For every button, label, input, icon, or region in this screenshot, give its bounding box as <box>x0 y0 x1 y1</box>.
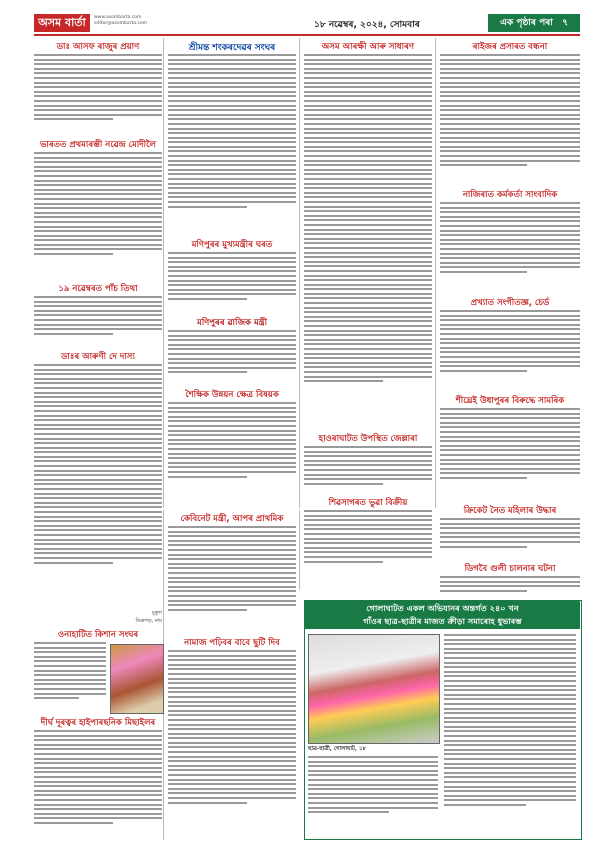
column-divider <box>435 38 436 508</box>
feature-headline <box>305 601 580 629</box>
headline-col2-1: শ্ৰীমন্ত শংকৰদেৱৰ সংঘৰ <box>188 43 276 53</box>
article-body <box>168 330 296 384</box>
feature-body <box>444 634 576 834</box>
headline-col1-2: ভাৰতত প্ৰথমাৰম্ভী নৱেন্দ্ৰ মোদীলৈ <box>40 140 156 150</box>
article-body <box>440 518 580 560</box>
article-body <box>440 576 580 596</box>
site-url[interactable]: www.asombarta.com <box>94 15 142 20</box>
article-body <box>34 642 106 714</box>
article-body <box>304 510 432 580</box>
headline-col3-1: অসম আৰক্ষী আৰু সাধাৰণ <box>321 42 415 52</box>
headline-col2-2: মণিপুৰৰ মুখ্যমন্ত্ৰীৰ ঘৰত <box>191 240 273 250</box>
page-tag <box>488 14 580 32</box>
headline-col4-1: ৰাইজৰ প্ৰসাৰত বন্ধনা <box>472 42 548 52</box>
headline-col4-4: শীঘ্ৰেই উধাপুৰৰ বিৰুদ্ধে সামৰিক <box>455 396 565 406</box>
masthead <box>34 14 580 36</box>
article-body <box>168 650 296 840</box>
headline-col2-5: কেবিনেট মন্ত্ৰী, আপৰ প্ৰাথমিক <box>180 514 284 524</box>
news-photo <box>110 644 164 714</box>
feature-caption-lead: ছাত্ৰ-ছাত্ৰী, গোলাঘাট, ১৮ <box>308 746 367 752</box>
headline-col4-2: নাজিৰাত কৰ্মকৰ্তা সাংবাদিক <box>462 190 558 200</box>
site-info <box>94 15 147 27</box>
headline-col1-5: ওনাহাটিত কিশান সংঘৰ <box>57 630 139 640</box>
article-body <box>34 54 162 136</box>
column-divider <box>299 38 300 508</box>
column-divider <box>163 38 164 508</box>
issue-date: ১৮ নৱেম্বৰ, ২০২৪, সোমবাৰ <box>314 20 420 30</box>
article-body <box>440 54 580 184</box>
headline-col3-2: হাওৰাঘাটত উপস্থিত জেল্লাৰা <box>318 434 418 444</box>
article-body <box>304 54 432 428</box>
article-body <box>34 364 162 612</box>
column-divider <box>299 510 300 590</box>
feature-body <box>308 756 438 834</box>
article-body <box>168 402 296 498</box>
headline-col1-1: ডাঃ আসফ ৰাজুৰ প্ৰয়াণ <box>56 42 140 52</box>
article-body <box>34 296 162 348</box>
headline-col4-6: ডিগবৈ গুলী চালনাৰ ঘটনা <box>464 564 556 574</box>
article-body <box>304 446 432 496</box>
headline-col4-3: প্ৰখ্যাত সংগীতজ্ঞ, চেৰ্ড <box>470 298 550 308</box>
article-body <box>168 526 296 632</box>
headline-col1-6: দীৰ্ঘ দূৰত্বৰ হাইপাৰছনিক মিছাইলৰ <box>40 718 156 728</box>
headline-col2-4: শৈক্ষিক উন্নয়ন ক্ষেত্ৰ বিষয়ক <box>185 390 279 400</box>
headline-col1-4: ডাঃৰ আৰুণী দে দাস্য <box>61 352 135 362</box>
article-body <box>440 202 580 292</box>
article-body <box>168 54 296 234</box>
byline-signature: মুকুল ডিব্ৰুগড়, নাম <box>135 610 162 624</box>
article-body <box>168 252 296 312</box>
headline-col2-6: নামাজ পঢ়িবৰ বাবে ছুটি দিব <box>184 638 280 648</box>
newspaper-logo: অসম বাৰ্তা <box>34 14 90 32</box>
feature-photo <box>308 634 440 744</box>
headline-col1-3: ১৯ নৱেম্বৰত পাঁচ তিথা <box>58 284 138 294</box>
feature-headline-line2: গাঁওৰ ছাত্ৰ-ছাত্ৰীৰ মাজত ক্ৰীড়া সমাৰোহ ধুভাৰম্ভ <box>363 616 522 626</box>
site-email[interactable]: editor@asombarta.com <box>94 21 148 26</box>
article-body <box>440 408 580 500</box>
page-number: ৭ <box>562 18 568 28</box>
page-tag-label: এক পৃষ্ঠাৰ পৰা <box>500 18 553 28</box>
article-body <box>440 310 580 390</box>
headline-col4-5: ক্ৰিকেট নৈত মহিলাৰ উদ্ধাৰ <box>463 506 557 516</box>
headline-col3-3: শিৱসাগৰত ভুৱা বিক্ৰীয় <box>328 498 408 508</box>
feature-headline-line1: গোলাঘাটত একল অভিযানৰ অন্তৰ্গত ২৪০ খন <box>366 603 519 613</box>
headline-col2-3: মণিপুৰৰ ৱাজিক মন্ত্ৰী <box>196 318 268 328</box>
article-body <box>34 152 162 278</box>
article-body <box>34 730 162 840</box>
